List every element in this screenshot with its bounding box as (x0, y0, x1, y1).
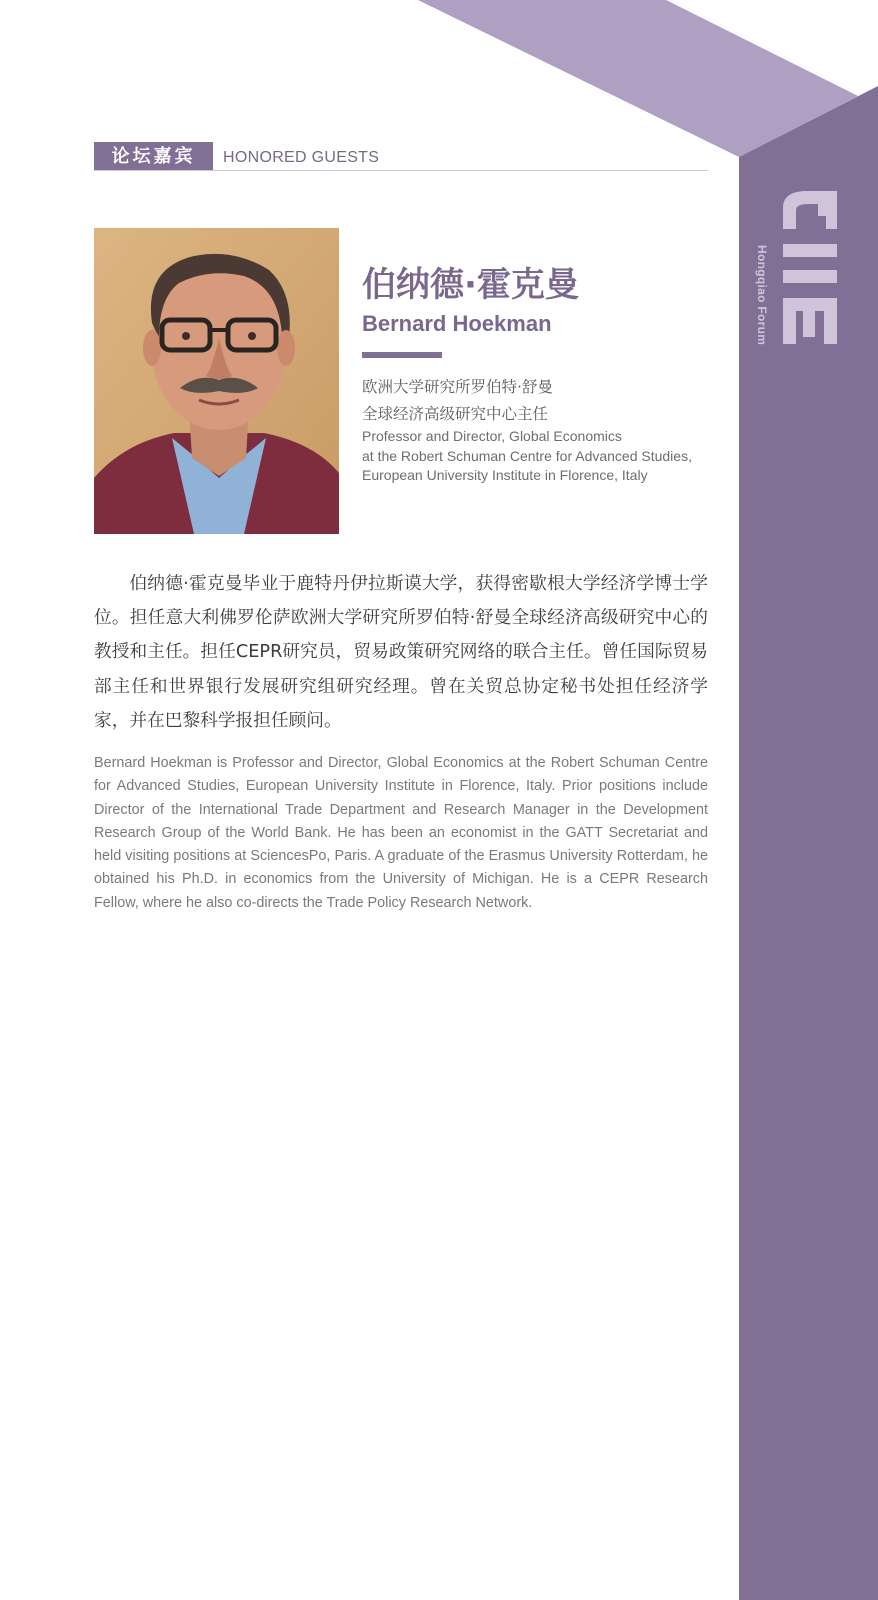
guest-title-en (362, 427, 692, 486)
guest-name-en: Bernard Hoekman (362, 311, 552, 336)
sidebar-subtitle: Hongqiao Forum (755, 245, 769, 346)
title-en-line: European University Institute in Florence, Italy (362, 467, 648, 483)
portrait-image (94, 228, 339, 534)
title-en-line: Professor and Director, Global Economics (362, 428, 622, 444)
guest-name-cn: 伯纳德·霍克曼 (362, 265, 579, 305)
title-cn-line: 欧洲大学研究所罗伯特·舒曼 (362, 378, 553, 396)
section-title-cn: 论坛嘉宾 (94, 142, 213, 171)
section-title-en: HONORED GUESTS (223, 149, 380, 166)
guest-photo (94, 228, 339, 534)
biography-cn: 伯纳德·霍克曼毕业于鹿特丹伊拉斯谟大学，获得密歇根大学经济学博士学位。担任意大利佛罗伦萨欧洲大学研究所罗伯特·舒曼全球经济高级研究中心的教授和主任。担任CEPR研究员，贸易政策研究网络的联合主任。曾任国际贸易部主任和世界银行发展研究组研究经理。曾在关贸总协定秘书处担任经济学家，并在巴黎科学报担任顾问。 (94, 574, 708, 731)
section-header (94, 142, 708, 172)
name-underline (362, 352, 442, 358)
title-cn-line: 全球经济高级研究中心主任 (362, 405, 549, 423)
title-en-line: at the Robert Schuman Centre for Advanced Studies, (362, 447, 692, 464)
biography-en: Bernard Hoekman is Professor and Director, Global Economics at the Robert Schuman Centre for Advanced Studies, European University Institute in Florence, Italy. Prior positions include Director of the International Trade Department and Research Manager in the Development Research Group of the World Bank. He has been an economist in the GATT Secretariat and held visiting positions at SciencesPo, Paris. A graduate of the Erasmus University Rotterdam, he obtained his Ph.D. in economics from the University of Michigan. He is a CEPR Research Fellow, where he also co-directs the Trade Policy Research Network. (94, 755, 708, 911)
guest-title-cn (362, 374, 553, 428)
section-divider (94, 170, 708, 171)
